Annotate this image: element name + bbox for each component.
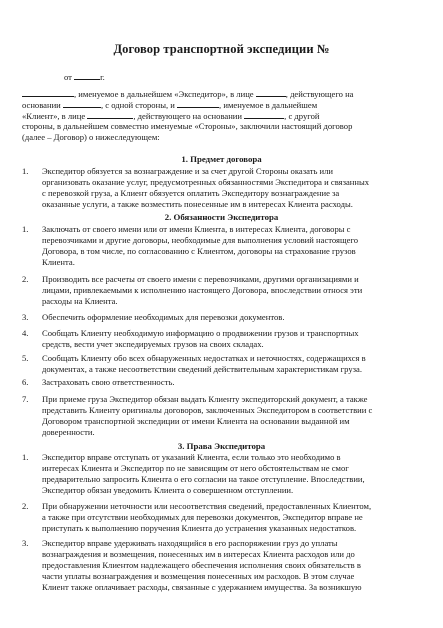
item-text (42, 274, 427, 307)
item-number: 3. (22, 312, 29, 322)
text-line: интересах Клиента и Экспедитор по не зависящим от него обстоятельствам не смог (42, 463, 349, 473)
item-number: 2. (22, 274, 29, 284)
item-text (42, 328, 427, 350)
text-line: расходы на Клиента. (42, 296, 118, 306)
text-line: приступать к выполнению поручения Клиента до устранения указанных недостатков. (42, 523, 357, 533)
client-basis-blank[interactable] (244, 110, 284, 119)
text-line: Сообщать Клиенту обо всех обнаруженных недостатках и неточностях, содержащихся в (42, 353, 366, 363)
item-text (42, 166, 427, 210)
item-number: 7. (22, 394, 29, 404)
document-title: Договор транспортной экспедиции № (113, 42, 330, 56)
item-number: 1. (22, 224, 29, 234)
intro-text: , действующего на (285, 89, 354, 99)
intro-line-5: (далее – Договор) о нижеследующем: (22, 132, 160, 142)
text-line: Договора, в том числе, по согласованию с Клиентом, договоры на страхование грузов (42, 246, 356, 256)
text-line: доверенности. (42, 427, 95, 437)
section-heading: 1. Предмет договора (181, 154, 262, 164)
item-text (42, 312, 427, 323)
item-text (42, 394, 427, 438)
text-line: При обнаружении неточности или несоответствия сведений, предоставленных Клиентом, (42, 501, 372, 511)
text-line: представить Клиенту оригиналы договоров, заключенных Экспедитором в соответствии с (42, 405, 373, 415)
text-line: Договором транспортной экспедиции от имени Клиента на основании выданной им (42, 416, 350, 426)
item-number: 3. (22, 538, 29, 548)
intro-text: , с одной стороны, и (100, 100, 175, 110)
date-line (64, 71, 105, 83)
item-number: 4. (22, 328, 29, 338)
intro-text: «Клиент», в лице (22, 111, 86, 121)
text-line: предоставления Клиентом надлежащего обеспечения исполнения своих обязательств в (42, 560, 361, 570)
client-rep-blank[interactable] (87, 110, 133, 119)
text-line: части уплаты вознаграждения и возмещения понесенных им расходов. В этом случае (42, 571, 355, 581)
text-line: При приеме груза Экспедитор обязан выдать Клиенту экспедиторский документ, а также (42, 394, 368, 404)
text-line: Производить все расчеты от своего имени с перевозчиками, другими организациями и (42, 274, 359, 284)
date-suffix: г. (100, 72, 105, 82)
section-heading: 2. Обязанности Экспедитора (164, 212, 279, 222)
text-line: Экспедитор обязуется за вознаграждение и за счет другой Стороны оказать или (42, 166, 334, 176)
text-line: Клиент также оплачивает расходы, связанные с удержанием имущества. За возникшую (42, 582, 362, 592)
client-name-blank[interactable] (177, 99, 219, 108)
text-line: документах, а также несоответствии сведений действительным характеристикам груза. (42, 364, 362, 374)
intro-text: основании (22, 100, 61, 110)
text-line: организовать оказание услуг, предусмотренных обязанностями Экспедитора и связанных (42, 177, 370, 187)
forwarder-rep-blank[interactable] (256, 88, 286, 97)
text-line: Экспедитор вправе отступать от указаний Клиента, если только это необходимо в (42, 452, 341, 462)
text-line: Заключать от своего имени или от имени Клиента, в интересах Клиента, договоры с (42, 224, 351, 234)
intro-text: , именуемое в дальнейшем «Экспедитор», в лице (74, 89, 254, 99)
forwarder-basis-blank[interactable] (63, 99, 101, 108)
text-line: вознаграждения и возмещения, понесенных им в интересах Клиента расходов или до (42, 549, 355, 559)
intro-line-4: стороны, в дальнейшем совместно именуемые «Стороны», заключили настоящий договор (22, 121, 353, 131)
item-number: 1. (22, 452, 29, 462)
intro-text: , действующего на основании (133, 111, 243, 121)
date-prefix: от (64, 72, 72, 82)
text-line: Экспедитор обязан уведомить Клиента о совершенном отступлении. (42, 485, 294, 495)
text-line: Обеспечить оформление необходимых для перевозки документов. (42, 312, 285, 322)
text-line: Сообщать Клиенту необходимую информацию о продвижении грузов и транспортных (42, 328, 359, 338)
item-text (42, 353, 427, 375)
forwarder-name-blank[interactable] (22, 88, 74, 97)
intro-text: , с другой (284, 111, 320, 121)
date-blank[interactable] (74, 71, 100, 80)
item-text (42, 452, 427, 496)
text-line: Застраховать свою ответственность. (42, 377, 175, 387)
text-line: предварительно запросить Клиента о его согласии на такое отступление. Впоследствии, (42, 474, 365, 484)
item-number: 1. (22, 166, 29, 176)
item-number: 5. (22, 353, 29, 363)
item-number: 2. (22, 501, 29, 511)
item-text (42, 224, 427, 268)
text-line: с перевозкой груза, а Клиент обязуется оплатить Экспедитору вознаграждение за (42, 188, 340, 198)
text-line: средств, вести учет экспедируемых грузов на своих складах. (42, 339, 264, 349)
text-line: оказанные услуги, а также возместить понесенные им в интересах Клиента расходы. (42, 199, 353, 209)
item-text (42, 501, 427, 534)
section-heading: 3. Права Экспедитора (177, 441, 266, 451)
text-line: а также при отсутствии необходимых для перевозки документов, Экспедитор вправе не (42, 512, 363, 522)
item-text (42, 377, 427, 388)
item-number: 6. (22, 377, 29, 387)
text-line: лицами, привлекаемыми к исполнению настоящего Договора, впоследствии относя эти (42, 285, 363, 295)
item-text (42, 538, 427, 593)
text-line: Клиента. (42, 257, 75, 267)
text-line: перевозчиками и другие договоры, необходимые для выполнения условий настоящего (42, 235, 359, 245)
intro-text: , именуемое в дальнейшем (219, 100, 318, 110)
text-line: Экспедитор вправе удерживать находящийся в его распоряжении груз до уплаты (42, 538, 338, 548)
